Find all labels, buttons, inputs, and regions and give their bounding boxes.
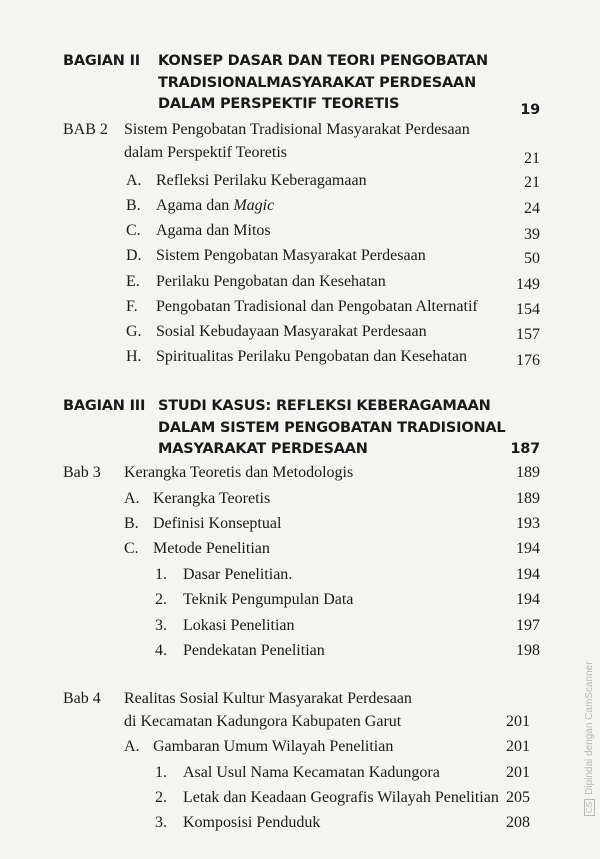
toc-item-page: 189 [516,490,540,507]
toc-item-title: Sistem Pengobatan Masyarakat Perdesaan [156,247,426,264]
chapter-page-number: 21 [524,150,540,167]
chapter-label: BAB 2 [63,121,108,138]
toc-item-title: Refleksi Perilaku Keberagamaan [156,172,367,189]
toc-item-marker: B. [126,197,141,214]
toc-item-title: Sosial Kebudayaan Masyarakat Perdesaan [156,323,427,340]
toc-item-title: Spiritualitas Perilaku Pengobatan dan Kesehatan [156,348,468,365]
toc-subitem-title: Lokasi Penelitian [183,617,295,634]
toc-item-marker: G. [126,323,142,340]
section-label: BAGIAN II [63,53,140,69]
section-title-line: TRADISIONALMASYARAKAT PERDESAAN [158,75,477,91]
toc-subitem-page: 201 [506,764,530,781]
toc-subitem-page: 194 [516,591,540,608]
toc-item-page: 194 [516,540,540,557]
toc-item-marker: A. [124,738,140,755]
section-title-line: MASYARAKAT PERDESAAN [158,441,368,457]
scanner-badge: CS [584,799,595,816]
chapter-page-number: 201 [506,713,530,730]
toc-item-page: 24 [524,200,540,217]
toc-subitem-page: 205 [506,789,530,806]
toc-item-page: 201 [506,738,530,755]
toc-item-title: Agama dan Mitos [156,222,271,239]
toc-subitem-title: Asal Usul Nama Kecamatan Kadungora [183,764,440,781]
section-title-line: STUDI KASUS: REFLEKSI KEBERAGAMAAN [158,398,491,414]
toc-subitem-title: Teknik Pengumpulan Data [183,591,354,608]
chapter-label: Bab 4 [63,690,101,707]
toc-subitem-title: Komposisi Penduduk [183,814,321,831]
toc-item-marker: C. [124,540,139,557]
toc-item-title: Perilaku Pengobatan dan Kesehatan [156,273,386,290]
section-page-number: 187 [510,441,540,457]
toc-item-page: 154 [516,301,540,318]
toc-subitem-marker: 3. [155,814,167,831]
toc-item-marker: A. [126,172,142,189]
toc-subitem-title: Letak dan Keadaan Geografis Wilayah Penelitian [183,789,499,806]
toc-item-title: Definisi Konseptual [153,515,282,532]
toc-subitem-marker: 4. [155,642,167,659]
toc-item-page: 39 [524,226,540,243]
toc-item-page: 50 [524,250,540,267]
toc-subitem-marker: 1. [155,764,167,781]
toc-item-title: Gambaran Umum Wilayah Penelitian [153,738,394,755]
toc-item-marker: H. [126,348,142,365]
toc-subitem-marker: 2. [155,789,167,806]
toc-item-page: 149 [516,276,540,293]
chapter-title-line: di Kecamatan Kadungora Kabupaten Garut [124,713,402,730]
toc-subitem-marker: 3. [155,617,167,634]
toc-item-page: 21 [524,174,540,191]
toc-item-title: Agama dan Magic [156,197,275,214]
toc-item-marker: A. [124,490,140,507]
toc-item-page: 193 [516,515,540,532]
toc-subitem-marker: 1. [155,566,167,583]
toc-item-marker: D. [126,247,142,264]
section-title-line: DALAM PERSPEKTIF TEORETIS [158,96,400,112]
toc-item-marker: B. [124,515,139,532]
toc-item-title: Pengobatan Tradisional dan Pengobatan Alternatif [156,298,478,315]
scanner-watermark [584,661,595,816]
toc-item-page: 157 [516,326,540,343]
chapter-title-line: Kerangka Teoretis dan Metodologis [124,464,354,481]
chapter-page-number: 189 [516,464,540,481]
toc-item-title: Metode Penelitian [153,540,270,557]
toc-item-page: 176 [516,352,540,369]
toc-item-title: Kerangka Teoretis [153,490,271,507]
toc-subitem-title: Dasar Penelitian. [183,566,293,583]
section-title-line: DALAM SISTEM PENGOBATAN TRADISIONAL [158,420,506,436]
section-label: BAGIAN III [63,398,146,414]
chapter-title-line: Realitas Sosial Kultur Masyarakat Perdesaan [124,690,412,707]
toc-item-marker: F. [126,298,138,315]
toc-item-marker: E. [126,273,140,290]
toc-subitem-page: 198 [516,642,540,659]
chapter-title-line: dalam Perspektif Teoretis [124,144,287,161]
chapter-title-line: Sistem Pengobatan Tradisional Masyarakat Perdesaan [124,121,470,138]
scanner-watermark-text: Dipindai dengan CamScanner [584,661,595,795]
toc-item-title-italic: Magic [233,197,275,214]
section-title-line: KONSEP DASAR DAN TEORI PENGOBATAN [158,53,488,69]
toc-subitem-page: 194 [516,566,540,583]
toc-subitem-marker: 2. [155,591,167,608]
toc-subitem-page: 208 [506,814,530,831]
toc-item-marker: C. [126,222,141,239]
toc-subitem-title: Pendekatan Penelitian [183,642,325,659]
chapter-label: Bab 3 [63,464,101,481]
toc-subitem-page: 197 [516,617,540,634]
section-page-number: 19 [520,102,540,118]
